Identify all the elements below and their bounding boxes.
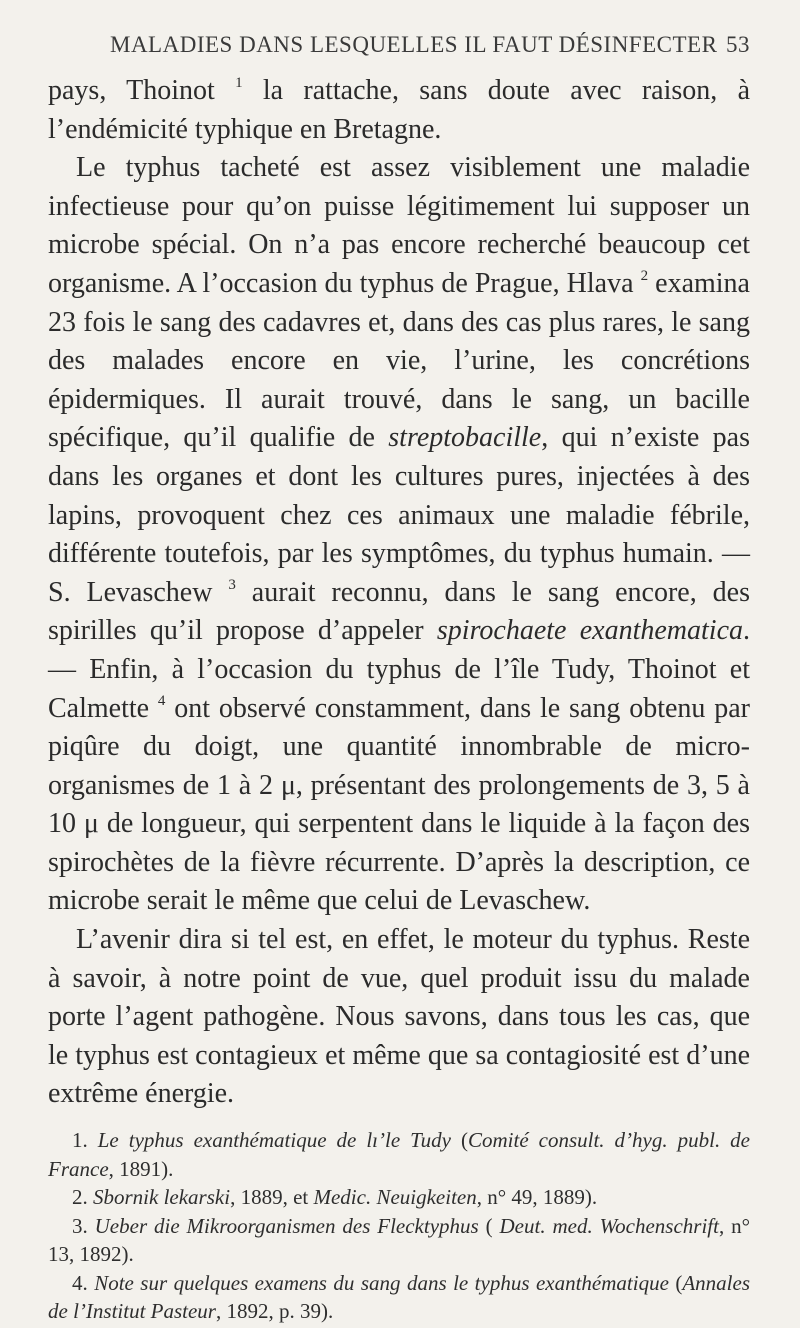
running-header (48, 28, 750, 68)
footnote-number: 2. (72, 1185, 93, 1210)
footnote-source: Deut. med. Wochenschrift (499, 1213, 719, 1238)
text-span: , 1892, p. 39). (215, 1299, 334, 1324)
text-span: ( (668, 1270, 683, 1295)
text-span: pays, Thoinot (48, 75, 236, 106)
text-span: la rattache, sans doute avec raison, à l’endémicité typhique en Bretagne. (48, 75, 750, 145)
text-span: Le typhus tacheté est assez visiblement une maladie infectieuse pour qu’on puisse légitimement lui supposer un microbe spécial. On n’a pas encore recherché beaucoup cet organisme. A l’occasion du typhus de Prague, Hlava (48, 152, 750, 299)
footnote-source: Medic. Neuigkeiten (313, 1185, 477, 1210)
footnote-source: Comité consult. d’hyg. publ. de France (48, 1128, 751, 1181)
paragraph-1 (48, 72, 750, 149)
page-number: 53 (726, 32, 750, 57)
footnote-source: Annales de l’Institut Pasteur (48, 1270, 750, 1324)
text-span: ( (478, 1213, 500, 1238)
italic-term-streptobacille: streptobacille (388, 422, 542, 454)
footnotes (48, 1126, 750, 1326)
text-span: , qui n’existe pas dans les organes et dont les cultures pures, injectées à des lapins, provoquent chez ces animaux une maladie fébrile, différente toutefois, par les symptômes, du typhus humain. — S. Levaschew (48, 422, 750, 608)
text-span: . — Enfin, à l’occasion du typhus de l’île Tudy, Thoinot et Calmette (48, 615, 750, 724)
footnote-ref-1: 1 (235, 75, 243, 91)
footnote-title: Sbornik lekarski (93, 1185, 231, 1210)
paragraph-2 (48, 149, 750, 921)
footnote-4 (48, 1269, 750, 1326)
text-span: aurait reconnu, dans le sang encore, des spirilles qu’il propose d’appeler (48, 576, 750, 647)
footnote-ref-2: 2 (640, 267, 649, 284)
main-text (48, 72, 750, 1114)
text-span: , n° 49, 1889). (476, 1185, 598, 1210)
text-span: , n° 13, 1892). (48, 1213, 751, 1267)
footnote-title: Le typhus exanthématique de lı’le Tudy (97, 1128, 451, 1153)
footnote-number: 4. (72, 1270, 95, 1295)
footnote-ref-3: 3 (228, 576, 236, 593)
text-span: ont observé constamment, dans le sang obtenu par piqûre du doigt, une quantité innombrable de micro-organismes de 1 à 2 μ, présentant des prolongements de 3, 5 à 10 μ de longueur, qui serpentent dans le liquide à la façon des spirochètes de la fièvre récurrente. D’après la description, ce microbe serait le même que celui de Levaschew. (48, 692, 750, 917)
footnote-title: Ueber die Mikroorganismen des Flecktyphus (94, 1213, 479, 1238)
text-span: examina 23 fois le sang des cadavres et, dans des cas plus rares, le sang des malades encore en vie, l’urine, les concrétions épidermiques. Il aurait trouvé, dans le sang, un bacille spécifique, qu’il qualifie de (48, 267, 750, 454)
italic-term-spirochaete: spirochaete exanthematica (436, 615, 743, 647)
footnote-3 (48, 1212, 750, 1269)
text-span: L’avenir dira si tel est, en effet, le moteur du typhus. Reste à savoir, à notre point de vue, quel produit issu du malade porte l’agent pathogène. Nous savons, dans tous les cas, que le typhus est contagieux et même que sa contagiosité est d’une extrême énergie. (48, 924, 750, 1110)
footnote-1 (48, 1126, 750, 1183)
footnote-title: Note sur quelques examens du sang dans le typhus exanthématique (94, 1270, 669, 1295)
paragraph-3 (48, 921, 750, 1114)
text-span: , 1891). (108, 1156, 174, 1181)
running-title: MALADIES DANS LESQUELLES IL FAUT DÉSINFECTER (110, 32, 718, 57)
footnote-2 (48, 1183, 750, 1212)
footnote-number: 3. (72, 1213, 95, 1238)
text-span: , 1889, et (230, 1185, 314, 1210)
footnote-number: 1. (72, 1128, 98, 1153)
footnote-ref-4: 4 (157, 692, 166, 709)
text-span: ( (450, 1128, 468, 1153)
